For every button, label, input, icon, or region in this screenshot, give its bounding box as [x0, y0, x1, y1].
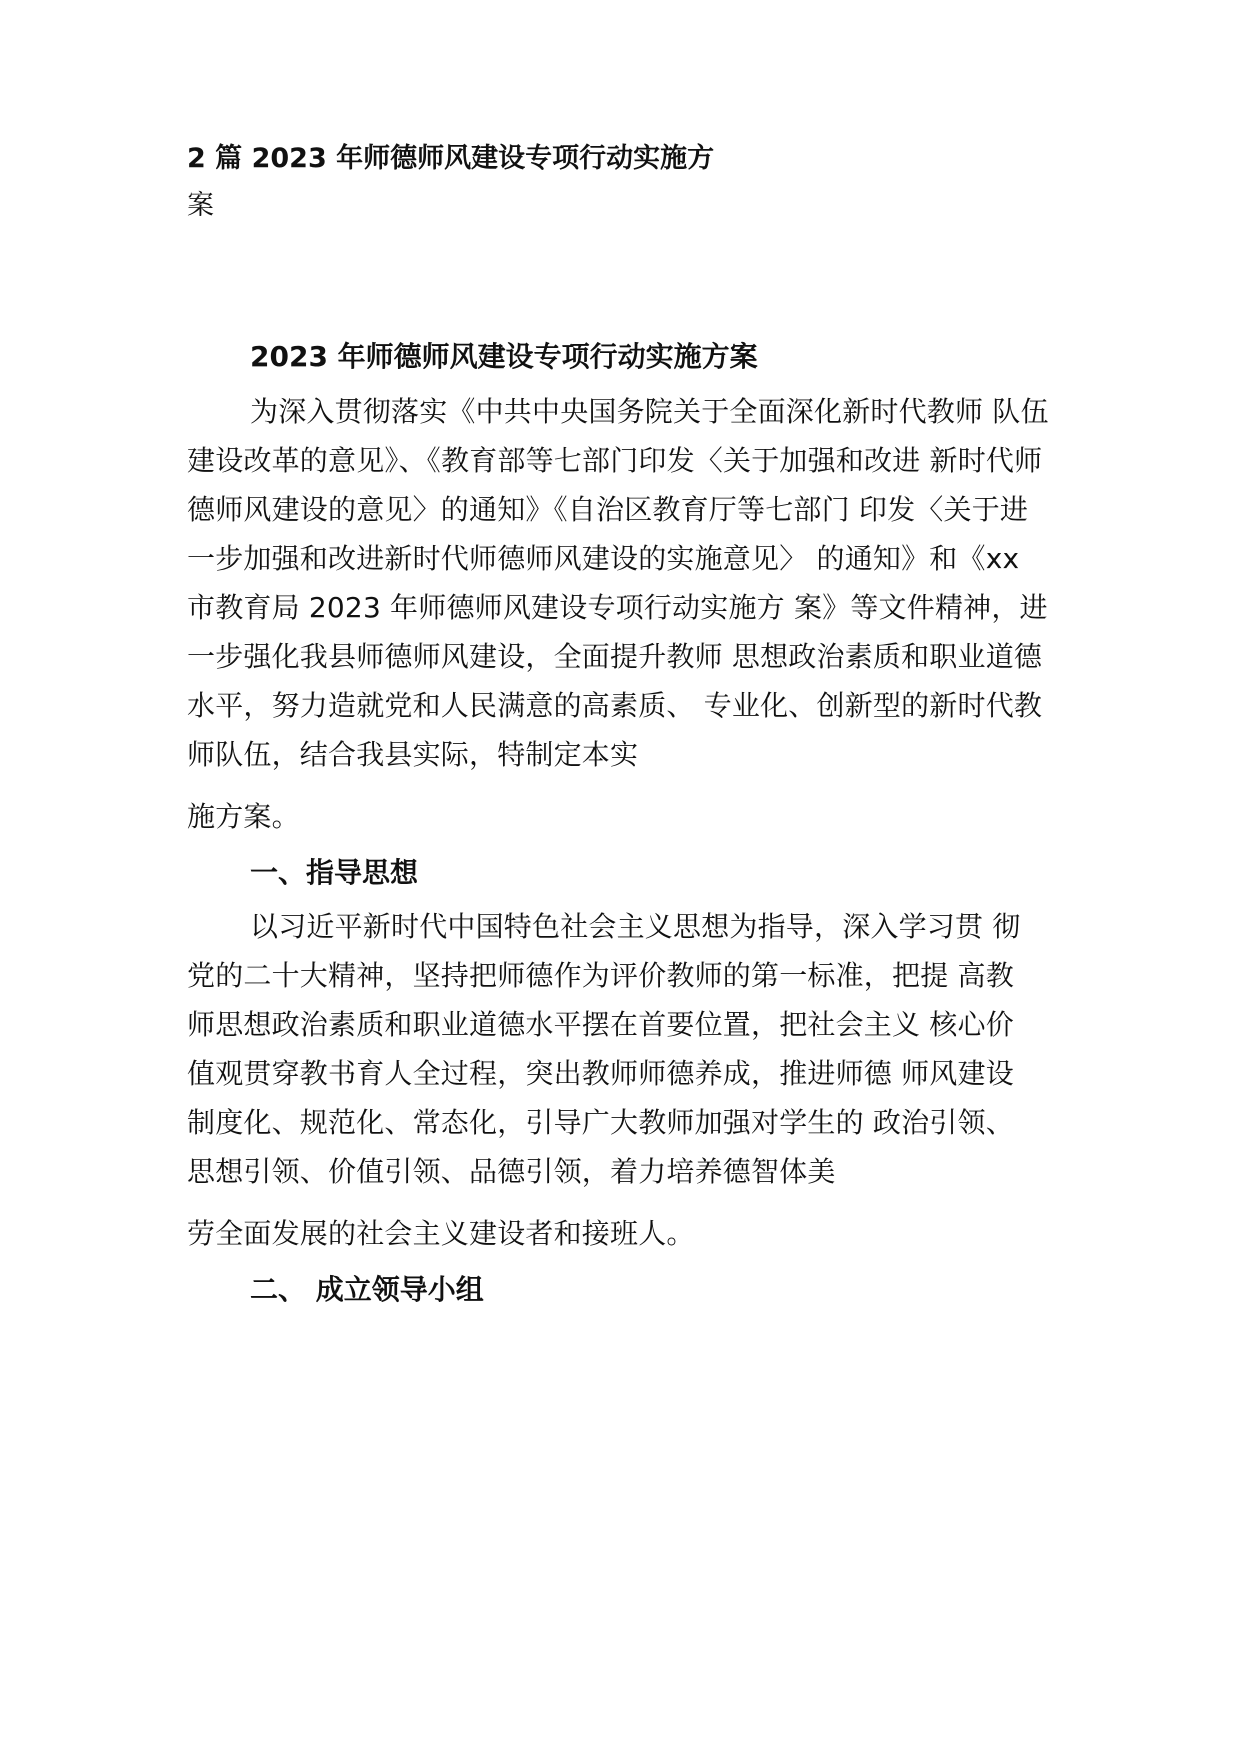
section-1-line: 思想引领、价值引领、品德引领，着力培养德智体美 [187, 1155, 836, 1188]
section-1-line: 制度化、规范化、常态化，引导广大教师加强对学生的 政治引领、 [187, 1106, 1014, 1139]
intro-line: 一步加强和改进新时代师德师风建设的实施意见〉 的通知》和《xx [187, 542, 1020, 575]
intro-line: 水平，努力造就党和人民满意的高素质、 专业化、创新型的新时代教 [187, 689, 1043, 722]
intro-tail-line: 施方案。 [187, 800, 300, 833]
intro-line: 建设改革的意见》、《教育部等七部门印发〈关于加强和改进 新时代师 [187, 444, 1043, 477]
intro-line: 师队伍，结合我县实际，特制定本实 [187, 738, 639, 771]
section-1-line: 值观贯穿教书育人全过程，突出教师师德养成，推进师德 师风建设 [187, 1057, 1014, 1090]
intro-line: 市教育局 2023 年师德师风建设专项行动实施方 案》等文件精神，进 [187, 591, 1048, 624]
document-title-line-1: 2 篇 2023 年师德师风建设专项行动实施方 [187, 143, 715, 174]
intro-line: 一步强化我县师德师风建设，全面提升教师 思想政治素质和职业道德 [187, 640, 1043, 673]
document-title-line-2: 案 [187, 190, 214, 221]
intro-line: 德师风建设的意见〉的通知》《自治区教育厅等七部门 印发〈关于进 [187, 493, 1029, 526]
intro-line: 为深入贯彻落实《中共中央国务院关于全面深化新时代教师 队伍 [250, 395, 1049, 428]
section-1-heading: 一、指导思想 [250, 856, 419, 889]
section-1-line: 师思想政治素质和职业道德水平摆在首要位置，把社会主义 核心价 [187, 1008, 1014, 1041]
section-1-tail-line: 劳全面发展的社会主义建设者和接班人。 [187, 1217, 695, 1250]
section-1-line: 以习近平新时代中国特色社会主义思想为指导，深入学习贯 彻 [250, 910, 1021, 943]
section-2-heading: 二、 成立领导小组 [250, 1273, 484, 1306]
document-subtitle: 2023 年师德师风建设专项行动实施方案 [250, 340, 758, 373]
section-1-line: 党的二十大精神，坚持把师德作为评价教师的第一标准，把提 高教 [187, 959, 1014, 992]
